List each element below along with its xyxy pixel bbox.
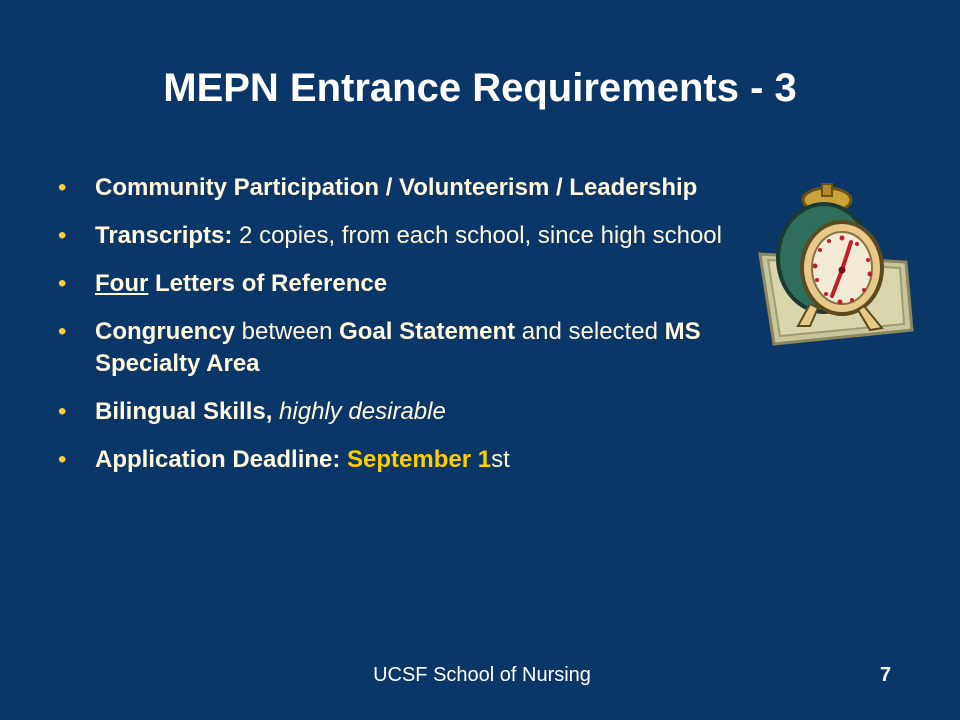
bullet-text: Congruency [95,318,236,345]
bullet-text: Letters of Reference [148,270,388,297]
bullet-text: MS Specialty Area [95,318,701,377]
bullet-text: Community Participation / Volunteerism / Leadership [95,174,698,201]
deadline-date: September 1 [347,446,492,473]
bullet-item [58,316,748,380]
bullet-dot: • [58,398,67,425]
bullet-dot: • [58,222,67,249]
bullet-dot: • [58,270,67,297]
bullet-text: Application Deadline: [95,446,348,473]
bullet-dot: • [58,174,67,201]
bullet-text: st [491,446,510,473]
bullet-dot: • [58,318,67,345]
bullet-list [58,172,748,492]
bullet-text: highly desirable [272,398,446,425]
bullet-text: Transcripts: [95,222,233,249]
bullet-dot: • [58,446,67,473]
bullet-text: Bilingual Skills, [95,398,273,425]
page-number: 7 [880,664,892,686]
footer-school: UCSF School of Nursing [373,664,591,686]
bullet-text: Four [95,270,149,297]
slide-title: MEPN Entrance Requirements - 3 [163,66,797,110]
bullet-item [58,444,748,476]
bullet-item [58,268,748,300]
bullet-item [58,396,748,428]
bullet-item [58,220,748,252]
bullet-text: Goal Statement [339,318,516,345]
bullet-text: 2 copies, from each school, since high school [232,222,722,249]
bullet-text: and selected [515,318,665,345]
bullet-text: between [235,318,340,345]
bullet-item [58,172,748,204]
alarm-clock-icon [752,176,922,356]
